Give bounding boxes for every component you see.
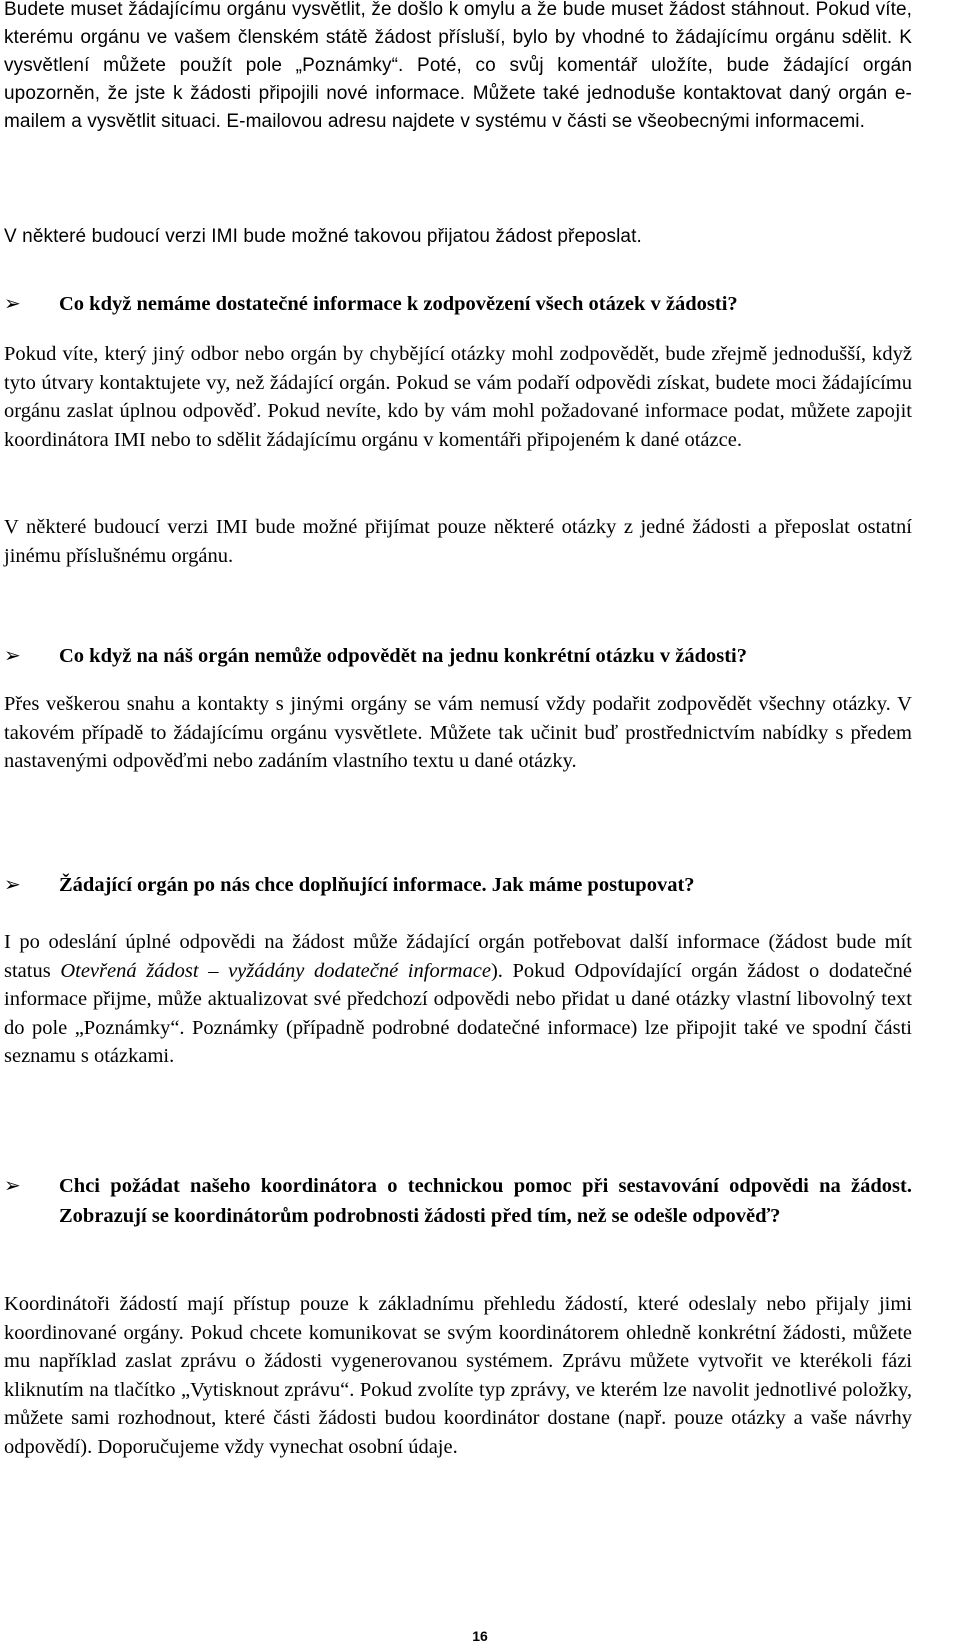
question-heading-4-text: Chci požádat našeho koordinátora o technickou pomoc při sestavování odpovědi na žádost. Zobrazují se koordinátorům podrobnosti žádosti před tím, než se odešle odpověď? [59,1175,912,1227]
intro-paragraph-2: V některé budoucí verzi IMI bude možné takovou přijatou žádost přeposlat. [4,226,642,247]
question-heading-1 [4,289,912,319]
answer-4-paragraph-1: Koordinátoři žádostí mají přístup pouze k základnímu přehledu žádostí, které odeslaly nebo přijaly jimi koordinované orgány. Pokud chcete komunikovat se svým koordinátorem ohledně konkrétní žádosti, můžete mu například zaslat zprávu o žádosti vygenerovanou systémem. Zprávu můžete vytvořit ve kterékoli fázi kliknutím na tlačítko „Vytisknout zprávu“. Pokud zvolíte typ zprávy, ve kterém lze navolit jednotlivé položky, můžete sami rozhodnout, které části žádosti budou koordinátor dostane (např. pouze otázky a vaše návrhy odpovědí). Doporučujeme vždy vynechat osobní údaje. [4,1293,912,1458]
question-heading-3 [4,870,912,900]
arrow-bullet-icon: ➢ [4,293,21,315]
answer-3-text-a: I po odeslání úplné odpovědi na žádost může žádající orgán potřebovat další informace (žádost bude mít status [4,931,912,982]
question-heading-1-text: Co když nemáme dostatečné informace k zodpovězení všech otázek v žádosti? [59,293,738,315]
answer-3-text-b: ). Pokud Odpovídající orgán žádost o dodatečné informace přijme, může aktualizovat své předchozí odpovědi nebo přidat u dané otázky vlastní libovolný text do pole „Poznámky“. Poznámky (případně podrobné dodatečné informace) lze připojit také ve spodní části seznamu s otázkami. [4,959,912,1067]
page-number: 16 [472,1628,488,1644]
answer-2-paragraph-1: Přes veškerou snahu a kontakty s jinými orgány se vám nemusí vždy podařit zodpovědět všechny otázky. V takovém případě to žádajícímu orgánu vysvětlete. Můžete tak učinit buď prostřednictvím nabídky s předem nastavenými odpověďmi nebo zadáním vlastního textu u dané otázky. [4,693,912,772]
answer-1-paragraph-2: V některé budoucí verzi IMI bude možné přijímat pouze některé otázky z jedné žádosti a přeposlat ostatní jinému příslušnému orgánu. [4,516,912,567]
arrow-bullet-icon: ➢ [4,1175,21,1197]
question-heading-3-text: Žádající orgán po nás chce doplňující informace. Jak máme postupovat? [59,874,695,896]
arrow-bullet-icon: ➢ [4,874,21,896]
intro-paragraph-1: Budete muset žádajícímu orgánu vysvětlit, že došlo k omylu a že bude muset žádost stáhnout. Pokud víte, kterému orgánu ve vašem členském státě žádost přísluší, bylo by vhodné to žádajícímu orgánu sdělit. K vysvětlení můžete použít pole „Poznámky“. Poté, co svůj komentář uložíte, bude žádající orgán upozorněn, že jste k žádosti připojili nové informace. Můžete také jednoduše kontaktovat daný orgán e-mailem a vysvětlit situaci. E-mailovou adresu najdete v systému v části se všeobecnými informacemi. [4,0,912,132]
answer-1-paragraph-1: Pokud víte, který jiný odbor nebo orgán by chybějící otázky mohl zodpovědět, bude zřejmě jednodušší, když tyto útvary kontaktujete vy, než žádající orgán. Pokud se vám podaří odpovědi získat, budete moci žádajícímu orgánu zaslat úplnou odpověď. Pokud nevíte, kdo by vám mohl požadované informace podat, můžete zapojit koordinátora IMI nebo to sdělit žádajícímu orgánu v komentáři připojeném k dané otázce. [4,343,912,451]
arrow-bullet-icon: ➢ [4,645,21,667]
question-heading-4 [4,1171,912,1231]
question-heading-2 [4,641,912,671]
request-status-text: Otevřená žádost – vyžádány dodatečné informace [60,959,491,982]
answer-3-paragraph-1 [4,928,912,1071]
question-heading-2-text: Co když na náš orgán nemůže odpovědět na jednu konkrétní otázku v žádosti? [59,645,747,667]
